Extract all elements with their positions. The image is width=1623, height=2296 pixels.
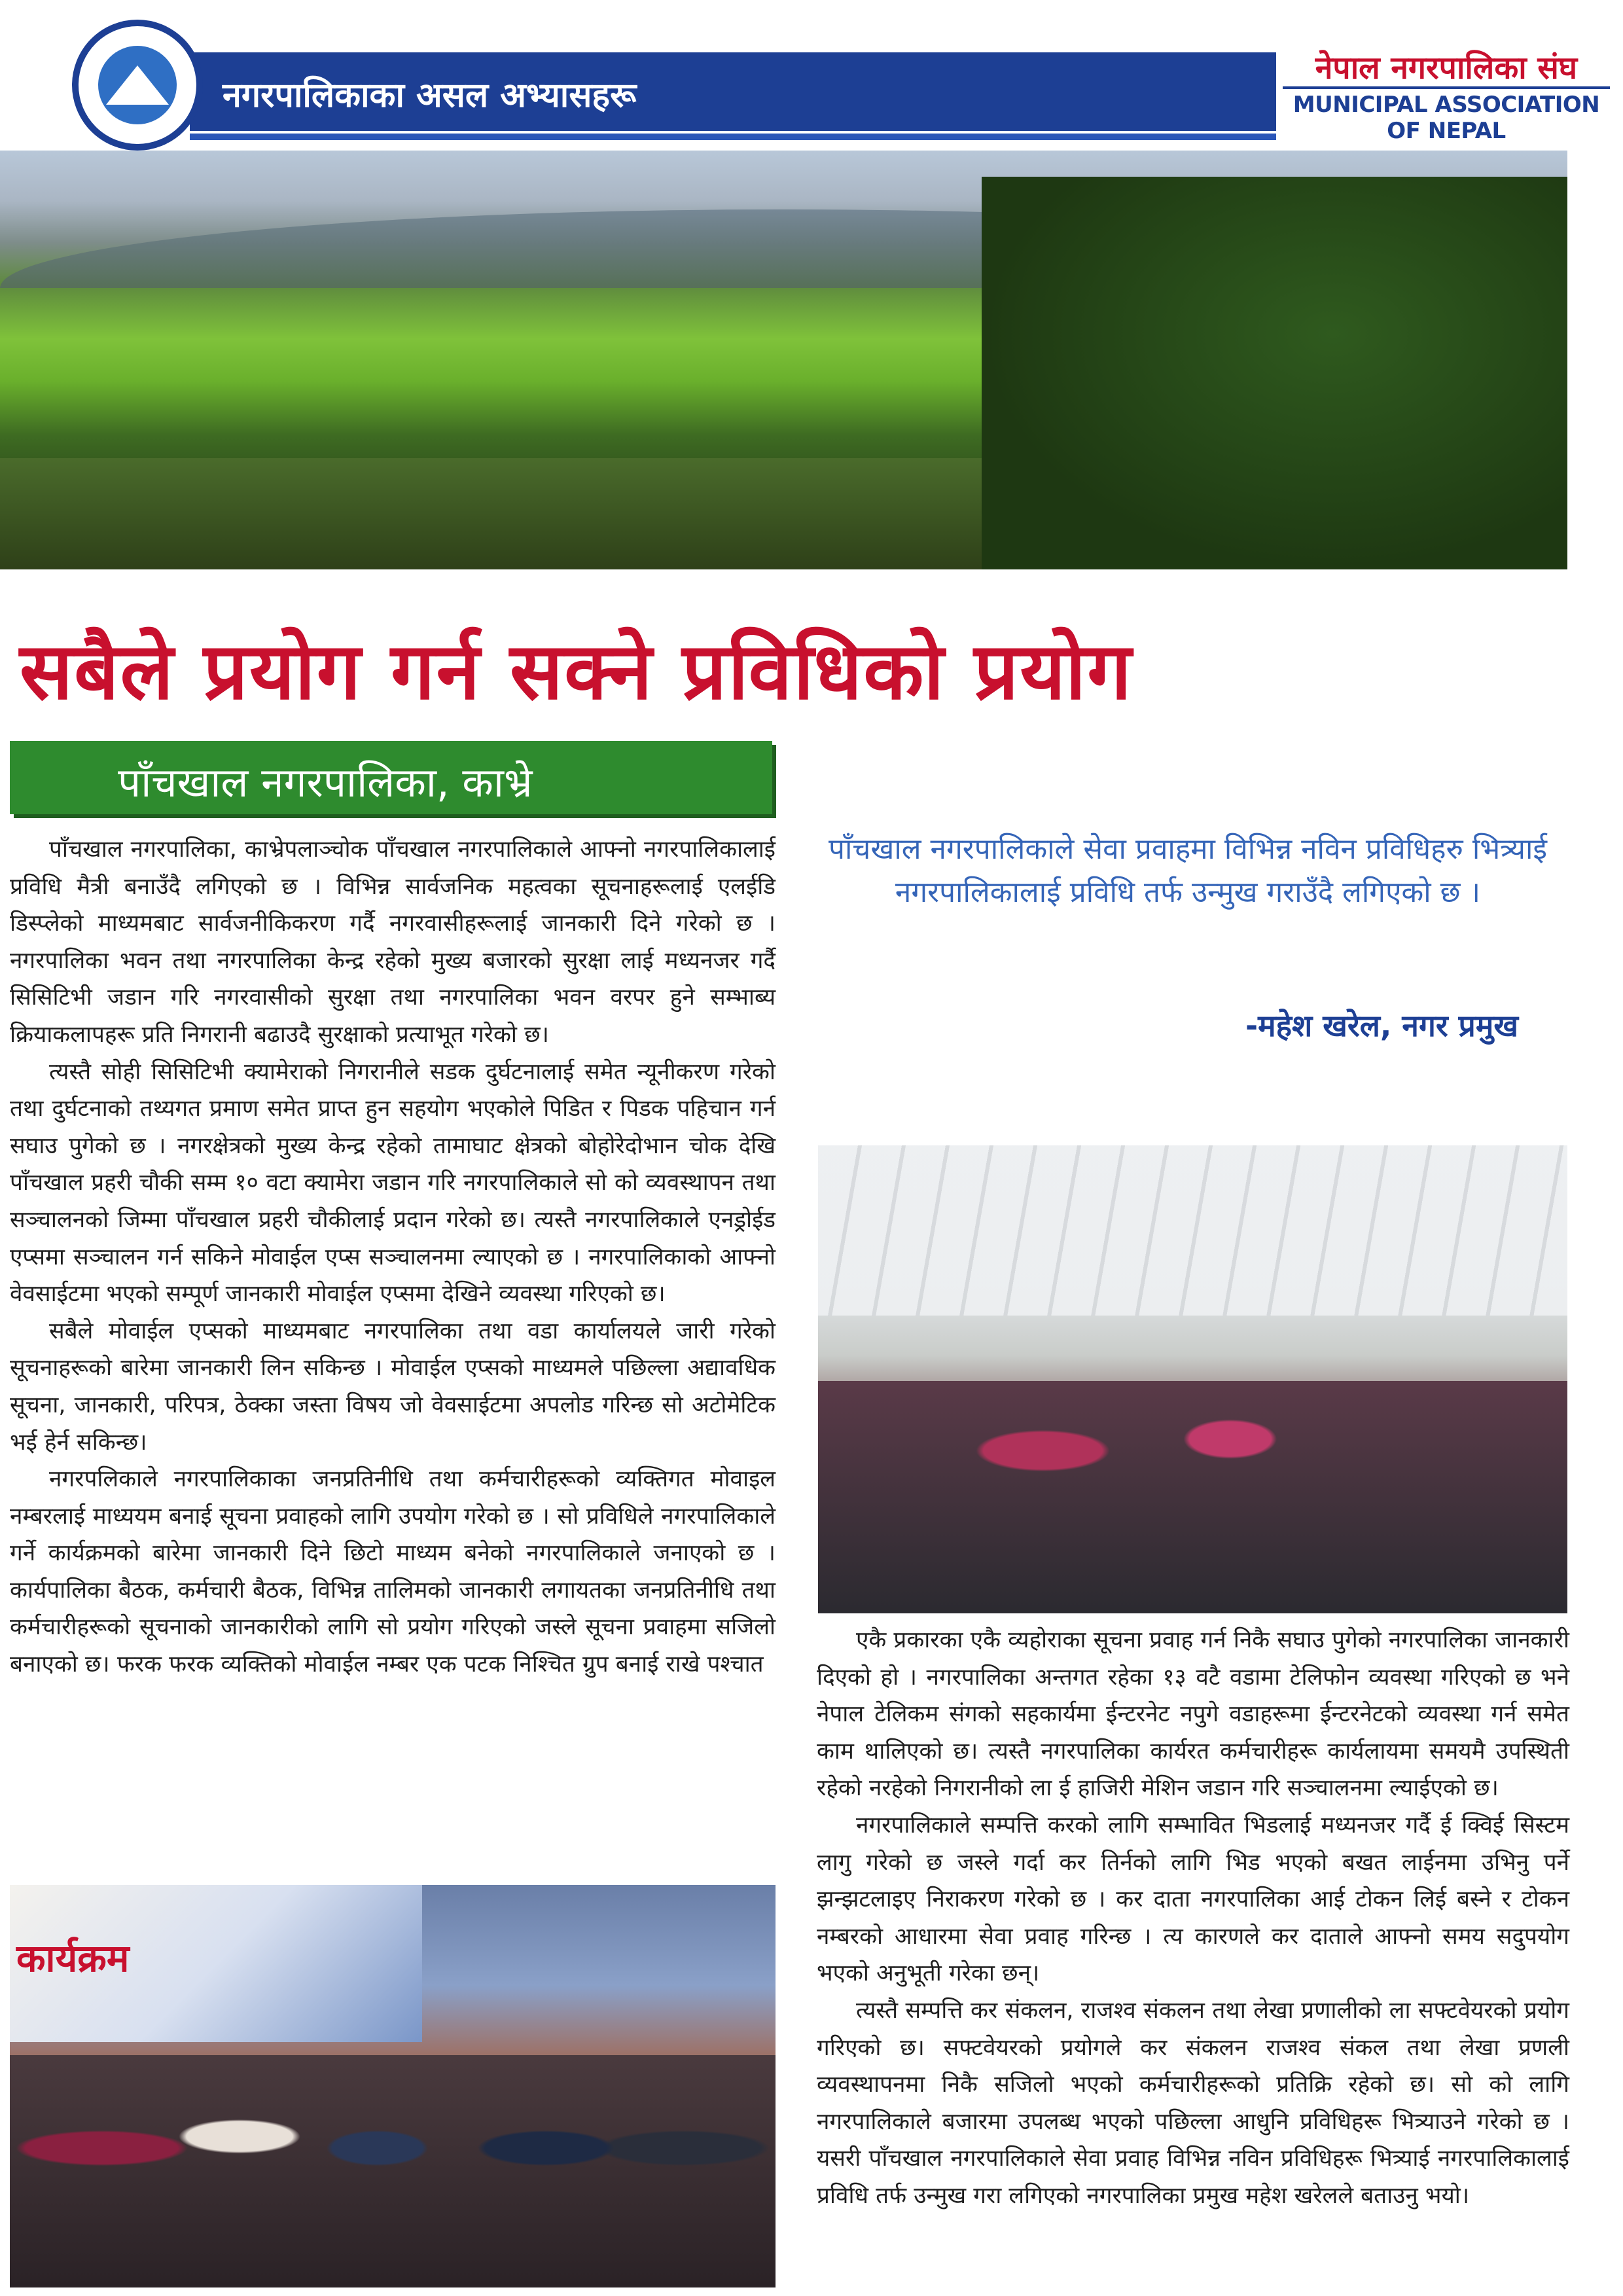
municipal-association-seal-icon	[72, 20, 203, 151]
paragraph: नगरपालिकाले सम्पत्ति करको लागि सम्भावित भिडलाई मध्यनजर गर्दै ई क्विई सिस्टम लागु गरेको छ जस्ले गर्दा कर तिर्नको लागि भिड भएको बखत लाईनमा उभिनु पर्ने झन्झटलाइए निराकरण गरेको छ । कर दाता नगरपालिका आई टोकन लिई बस्ने र टोकन नम्बरको आधारमा सेवा प्रवाह गरिन्छ । त्य कारणले कर दाताले आफ्नो समय सदुपयोग भएको अनुभूती गरेका छन्।	[817, 1812, 1569, 1987]
paragraph: त्यस्तै सोही सिसिटिभी क्यामेराको निगरानीले सडक दुर्घटनालाई समेत न्यूनीकरण गरेको तथा दुर्घटनाको तथ्यगत प्रमाण समेत प्राप्त हुन सहयोग भएकोले पिडित र पिडक पहिचान गर्न सघाउ पुगेको छ । नगरक्षेत्रको मुख्य केन्द्र रहेको तामाघाट क्षेत्रको बोहोरेदोभान चोक देखि पाँचखाल प्रहरी चौकी सम्म १० वटा क्यामेरा जडान गरि नगरपालिकाले सो को व्यवस्थापन तथा सञ्चालनको जिम्मा पाँचखाल प्रहरी चौकीलाई प्रदान गरेको छ। त्यस्तै नगरपालिकाले एनड्रोईड एप्समा सञ्चालन गर्न सकिने मोवाईल एप्स सञ्चालनमा ल्याएको छ । नगरपालिकाको आफ्नो वेवसाईटमा भएको सम्पूर्ण जानकारी मोवाईल एप्समा देखिने व्यवस्था गरिएको छ।	[10, 1058, 776, 1308]
article-subheading: पाँचखाल नगरपालिका, काभ्रे	[118, 759, 533, 806]
article-column-left	[10, 831, 776, 1683]
event-banner	[10, 1885, 422, 2042]
section-title: नगरपालिकाका असल अभ्यासहरू	[223, 76, 637, 115]
association-divider	[1283, 86, 1610, 89]
landscape-photo	[0, 151, 1567, 569]
ceremony-photo	[10, 1885, 776, 2287]
subheading-bar	[10, 741, 772, 814]
paragraph: सबैले मोवाईल एप्सको माध्यमबाट नगरपालिका तथा वडा कार्यालयले जारी गरेको सूचनाहरूको बारेमा जानकारी लिन सकिन्छ । मोवाईल एप्सको माध्यमले पछिल्ला अद्यावधिक सूचना, जानकारी, परिपत्र, ठेक्का जस्ता विषय जो वेवसाईटमा अपलोड गरिन्छ सो अटोमेटिक भई हेर्न सकिन्छ।	[10, 1318, 776, 1456]
pull-quote: पाँचखाल नगरपालिकाले सेवा प्रवाहमा विभिन्न नविन प्रविधिहरु भित्र्याई नगरपालिकालाई प्रविधि तर्फ उन्मुख गराउँदै लगिएको छ ।	[829, 833, 1547, 909]
quote-author: -महेश खरेल, नगर प्रमुख	[1245, 1008, 1518, 1043]
paragraph: एकै प्रकारका एकै व्यहोराका सूचना प्रवाह गर्न निकै सघाउ पुगेको नगरपालिका जानकारी दिएको हो । नगरपालिका अन्तगत रहेका १३ वटै वडामा टेलिफोन व्यवस्था गरिएको छ भने नेपाल टेलिकम संगको सहकार्यमा ईन्टरनेट नपुगे वडाहरूमा ईन्टरनेटको व्यवस्था गर्न समेत काम थालिएको छ। त्यस्तै नगरपालिका कार्यरत कर्मचारीहरू कार्यलायमा समयमै उपस्थिती रहेको नरहेको निगरानीको ला ई हाजिरी मेशिन जडान गरि सञ्चालनमा ल्याईएको छ।	[817, 1627, 1569, 1802]
paragraph: त्यस्तै सम्पत्ति कर संकलन, राजश्व संकलन तथा लेखा प्रणालीको ला सफ्टवेयरको प्रयोग गरिएको छ। सफ्टवेयरको प्रयोगले कर संकलन राजश्व संकल तथा लेखा प्रणली व्यवस्थापनमा निकै सजिलो भएको कर्मचारीहरूको प्रतिक्रि रहेको छ। सो को लागि नगरपालिकाले बजारमा उपलब्ध भएको पछिल्ला आधुनि प्रविधिहरू भित्र्याउने गरेको छ । यसरी पाँचखाल नगरपालिकाले सेवा प्रवाह विभिन्न नविन प्रविधिहरू भित्र्याई नगरपालिकालाई प्रविधि तर्फ उन्मुख गरा लगिएको नगरपालिका प्रमुख महेश खरेलले बताउनु भयो।	[817, 1997, 1569, 2209]
article-headline: सबैले प्रयोग गर्न सक्ने प्रविधिको प्रयोग	[20, 626, 1133, 717]
association-name-nepali: नेपाल नगरपालिका संघ	[1315, 50, 1578, 86]
banner-text: कार्यक्रम	[16, 1936, 130, 1981]
article-column-right	[817, 1622, 1569, 2215]
association-name-english: MUNICIPAL ASSOCIATION OF NEPAL	[1293, 92, 1600, 144]
paragraph: नगरपलिकाले नगरपालिकाका जनप्रतिनीधि तथा कर्मचारीहरूको व्यक्तिगत मोवाइल नम्बरलाई माध्ययम बनाई सूचना प्रवाहको लागि उपयोग गरेको छ । सो प्रविधिले नगरपालिकाले गर्ने कार्यक्रमको बारेमा जानकारी दिने छिटो माध्यम बनेको नगरपालिकाले जनाएको छ । कार्यपालिका बैठक, कर्मचारी बैठक, विभिन्न तालिमको जानकारी लगायतका जनप्रतिनीधि तथा कर्मचारीहरूको सूचनाको जानकारीको लागि सो प्रयोग गरिएको जस्ले सूचना प्रवाहमा सजिलो बनाएको छ। फरक फरक व्यक्तिको मोवाईल नम्बर एक पटक निश्चित ग्रुप बनाई राखे पश्चात	[10, 1466, 776, 1678]
paragraph: पाँचखाल नगरपालिका, काभ्रेपलाञ्चोक पाँचखाल नगरपालिकाले आफ्नो नगरपालिकालाई प्रविधि मैत्री बनाउँदै लगिएको छ । विभिन्न सार्वजनिक महत्वका सूचनाहरूलाई एलईडि डिस्प्लेको माध्यमबाट सार्वजनीकिकरण गर्दै नगरवासीहरूलाई जानकारी दिने गरेको छ । नगरपालिका भवन तथा नगरपालिका केन्द्र रहेको मुख्य बजारको सुरक्षा लाई मध्यनजर गर्दै सिसिटिभी जडान गरि नगरवासीको सुरक्षा तथा नगरपालिका भवन वरपर हुने सम्भाब्य क्रियाकलापहरू प्रति निगरानी बढाउदै सुरक्षाको प्रत्याभूत गरेको छ।	[10, 836, 776, 1048]
meeting-hall-photo	[818, 1145, 1567, 1613]
